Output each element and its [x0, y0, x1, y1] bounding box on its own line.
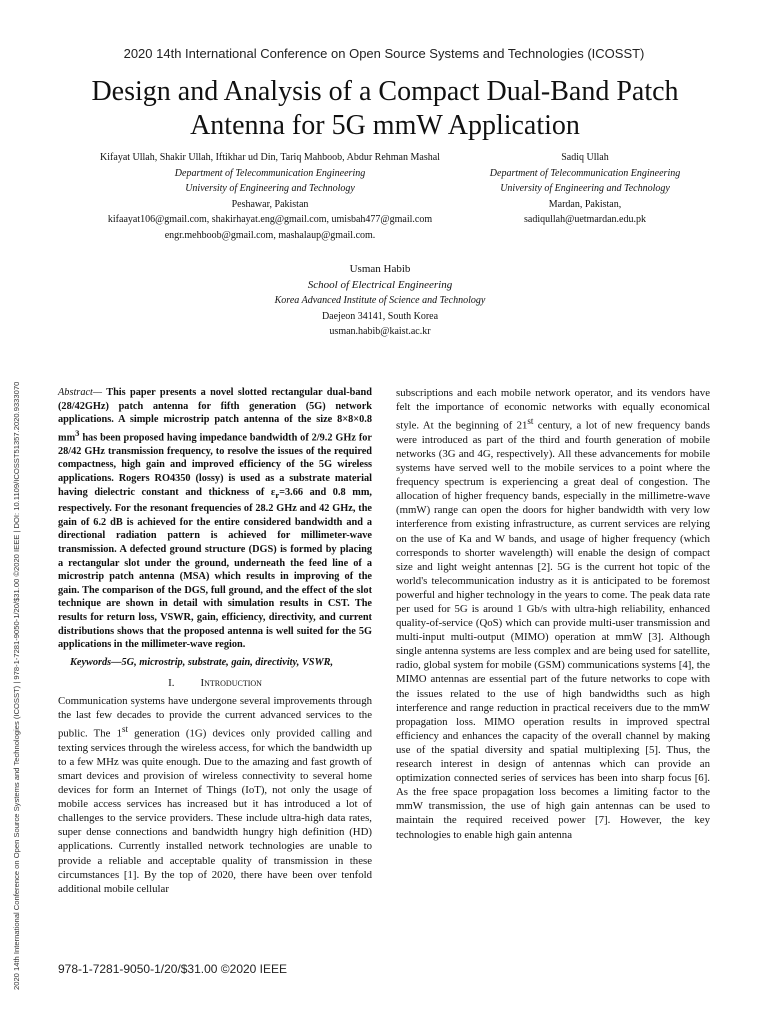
body-text: century, a lot of new frequency bands were introduced as part of the third and fourth generation of mobile networks (3G and 4G, respectively). All these advancements for mobile systems have served well to the mobile services to a point where the frequency spectrum is experiencing a great deal of congestion. The allocation of higher frequency bands, especially in the millimetre-wave (mmW) range can open the doors for higher bandwidth with very low interference from existing infrastructure, as current services are relying on the use of Ka and W bands, and usage of higher frequency (which corresponds to shorter wavelength) will enable the design of compact size and light weight antennas [2]. 5G is the current hot topic of the world's telecommunication industry as it is anticipated to be foremost powerful and higher technology in the years to come. The peak data rate per used for 5G is around 1 Gb/s with ultra-high reliability, enhanced quality-of-service (QoS) which can provide multi-user transmission and multi-input multi-output (MIMO) operation at mmW [3]. Although single antenna systems are less complex and are being used for satellite, radio, global system for mobile (GSM) communications systems [4], the MIMO antennas are essential part of the future networks to cope with the issues related to the use of high bandwidths such as high interference and range reduction in practical receivers due to the mmW propagation loss. MIMO operation results in improved spectral efficiency and enhances the capacity of the overall channel by making use of the spatial diversity and spatial multiplexing [5]. Thus, the research interest in design of antennas which can provide an optimization connected series of services has been into sharp focus [6]. As the free space propagation loss becomes a limiting factor to the mmW transmission, the use of high gain antennas can be used to maintain the required received power [7]. However, the key technologies to enable high gain antenna	[396, 419, 710, 841]
section-heading	[58, 676, 372, 690]
conference-header: 2020 14th International Conference on Open Source Systems and Technologies (ICOSST)	[123, 46, 645, 61]
author-city: Mardan, Pakistan,	[548, 198, 622, 210]
abstract	[58, 386, 372, 652]
author-email: usman.habib@kaist.ac.kr	[329, 326, 431, 337]
left-column	[58, 386, 372, 896]
body-text: subscriptions and each mobile network operator, and its vendors have felt the importance of economic networks with equally economical style. At the beginning of 21	[396, 387, 710, 432]
author-emails-2: engr.mehboob@gmail.com, mashalaup@gmail.com.	[164, 229, 376, 241]
author-university: University of Engineering and Technology	[500, 183, 670, 194]
author-group-1	[40, 150, 500, 243]
intro-sup: st	[122, 724, 129, 735]
author-group-2	[470, 150, 700, 228]
body-sup: st	[527, 416, 534, 427]
author-name: Usman Habib	[349, 263, 411, 275]
author-emails-1: kifaayat106@gmail.com, shakirhayat.eng@gmail.com, umisbah477@gmail.com	[107, 214, 433, 225]
right-column	[396, 386, 710, 842]
section-number: I.	[168, 676, 175, 689]
author-department: Department of Telecommunication Engineering	[174, 167, 366, 179]
author-university: University of Engineering and Technology	[185, 183, 355, 194]
intro-text: generation (1G) devices only provided calling and texting services through the wireless access, for which the bandwidth up to a few MHz was quite enough. Due to the amazing and fast growth of smart devices and provision of wireless connectivity to several home devices for form an Internet of Things (IoT), not only the usage of mobile access services has increased but it has introduced a lot of challenges to the service providers. These include ultra-high data rates, super dense connections and bandwidth hungry high definition (HD) applications. Currently installed network technologies are unable to provide a reliable and acceptable quality of transmission in these circumstances [1]. By the top of 2020, there have been over tenfold additional mobile cellular	[58, 727, 373, 895]
author-names: Kifayat Ullah, Shakir Ullah, Iftikhar ud Din, Tariq Mahboob, Abdur Rehman Mashal	[100, 152, 440, 163]
abstract-text: has been proposed having impedance bandwidth of 2/9.2 GHz for 28/42 GHz transmission frequency, to resolve the issues of the required compactness, high gain and improved efficiency of the 5G wireless applications. Rogers RO4350 (lossy) is used as a substrate material having dielectric constant and thickness of ε	[58, 432, 372, 498]
abstract-sub: r	[275, 489, 280, 500]
author-institute: Korea Advanced Institute of Science and Technology	[274, 295, 486, 306]
abstract-text: =3.66 and 0.8 mm, respectively. For the resonant frequencies of 28.2 GHz and 42 GHz, the gain of 6.2 dB is achieved for the entire considered bandwidth and a directional radiation pattern is achieved for millimeter-wave transmission. A defected ground structure (DGS) is formed by placing a rectangular slot under the ground, underneath the feed line of a microstrip patch antenna (MSA) which results in improving of the gain. The comparison of the DGS, full ground, and the effect of the slot technique are shown in detail with simulation results in CST. The results for return loss, VSWR, gain, efficiency, directivity, and current distributions shows that the proposed antenna is well suited for the 5G applications in the millimeter-wave region.	[58, 486, 372, 651]
author-department: Department of Telecommunication Engineering	[489, 167, 681, 179]
abstract-sup: 3	[75, 427, 80, 438]
author-group-3	[200, 262, 560, 340]
abstract-lead: Abstract—	[58, 387, 103, 398]
author-city: Peshawar, Pakistan	[231, 198, 309, 210]
copyright-footer: 978-1-7281-9050-1/20/$31.00 ©2020 IEEE	[58, 962, 288, 976]
doi-sidebar: 2020 14th International Conference on Open Source Systems and Technologies (ICOSST) | 978-1-7281-9050-1/20/$31.00 ©2020 IEEE | DOI: 10.1109/ICOSST51357.2020.9333070	[12, 381, 21, 990]
author-school: School of Electrical Engineering	[307, 278, 453, 291]
author-city: Daejeon 34141, South Korea	[321, 310, 439, 322]
author-name: Sadiq Ullah	[561, 152, 609, 163]
title-line-2: Antenna for 5G mmW Application	[190, 110, 580, 141]
body-paragraph	[396, 386, 710, 842]
intro-text: Communication systems have undergone several improvements through the last few decades to provide the current advanced services to the public. The 1	[58, 694, 372, 740]
paper-title	[40, 75, 730, 143]
intro-paragraph	[58, 694, 372, 896]
title-line-1: Design and Analysis of a Compact Dual-Band Patch	[91, 76, 679, 107]
abstract-text: This paper presents a novel slotted rectangular dual-band (28/42GHz) patch antenna for fifth generation (5G) network applications. A simple microstrip patch antenna of the size 8×8×0.8 mm	[58, 387, 372, 444]
keywords: Keywords—5G, microstrip, substrate, gain, directivity, VSWR,	[70, 656, 334, 668]
section-title: Introduction	[200, 676, 262, 689]
author-email: sadiqullah@uetmardan.edu.pk	[524, 214, 646, 225]
